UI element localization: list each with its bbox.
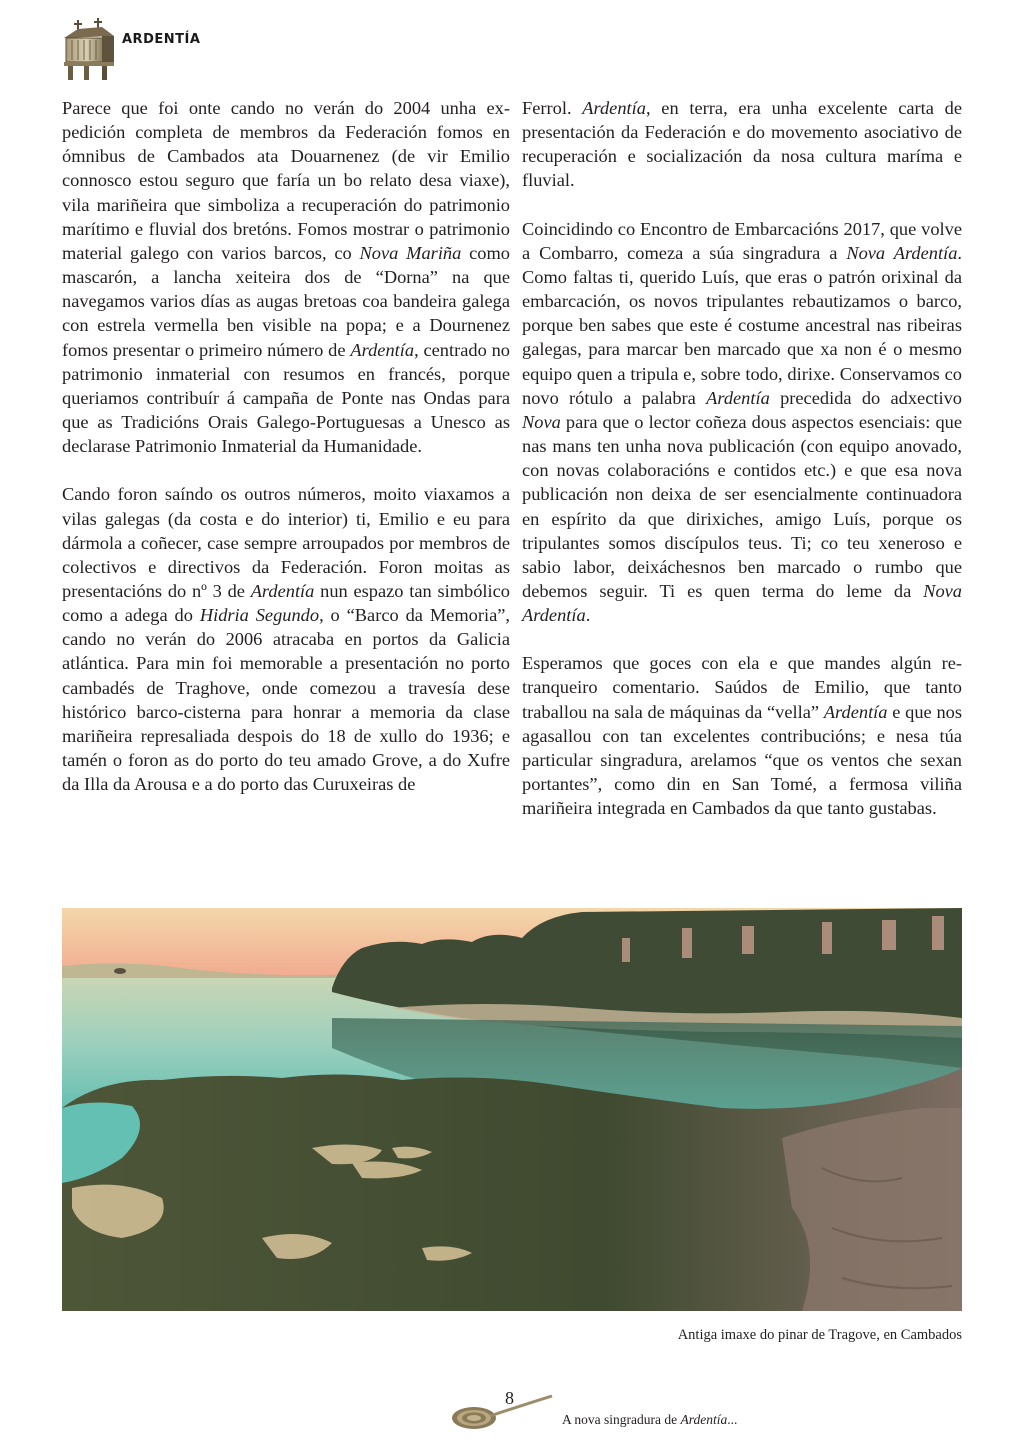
paragraph: Cando foron saíndo os outros números, moito viaxamos a vilas galegas (da costa e do interior) ti, Emilio e eu para dármola a coñecer, case sempre arroupados por membros de colectivos e directivos da Federación. Foron moitas as presentacións do nº 3 de Ardentía nun espazo tan simbólico como a adega do Hidria Segundo, o “Barco da Memoria”, cando no verán do 2006 atracaba en portos da Galicia atlántica. Para min foi memorable a presentación no porto cambadés de Traghove, onde comezou a travesía dese histórico barco-cisterna para honrar a memoria da clase mariñeira represaliada despois do 18 de xullo do 1936; e tamén o foron as do porto do teu amado Grove, a do Xufre da Illa da Arousa e a do porto das Curuxeiras de <box>62 484 510 795</box>
photo-caption: Antiga imaxe do pinar de Tragove, en Cambados <box>677 1327 962 1343</box>
paragraph: Coincidindo co Encontro de Embarcacións 2017, que volve a Combarro, comeza a súa singradura a Nova Ardentía. Como faltas ti, querido Luís, que eras o patrón orixinal da embarcación, os novos tripulantes rebautizamos o barco, porque ben sabes que este é costume ancestral nas ribeiras galegas, para marcar ben marcado que xa non é o mesmo equipo quen a tripula e, sobre todo, dirixe. Conservamos co novo rótulo a palabra Ardentía precedida do adxectivo Nova para que o lector coñeza dous aspectos esenciais: que nas mans ten unha nova publicación (con equipo anovado, con novas colaboracións e contidos etc.) e que esa nova publicación non deixa de ser esencialmente continuadora en espírito da que dirixiches, amigo Luís, porque os tripulantes somos discípulos teus. Ti; co teu xeneroso e sabio labor, deixáchesnos ben marcado o rumbo que debemos seguir. Ti es quen terma do leme da Nova Ardentía. <box>522 218 962 626</box>
paragraph: Parece que foi onte cando no verán do 2004 unha expedición completa de membros da Federación fomos en ómnibus de Cambados ata Douarnenez (de vir Emilio connosco estou seguro que faría un bo relato desa viaxe), vila mariñeira que simboliza a recuperación do patrimonio marítimo e fluvial dos bretóns. Fomos mostrar o patrimonio material galego con varios barcos, co Nova Mariña como mascarón, a lancha xeiteira dos de “Dorna” na que navegamos varios días as augas bretoas coa bandeira galega con estrela vermella ben visible na popa; e a Dournenez fomos presentar o primeiro número de Ardentía, centrado no patrimonio inmaterial con resumos en francés, porque queriamos contribuír á campaña de Ponte nas Ondas para que as Tradicións Orais Galego-Portuguesas a Unesco as declarase Patrimonio Inmaterial da Humanidade. <box>62 98 511 457</box>
horreo-icon <box>60 18 120 82</box>
paragraph: Esperamos que goces con ela e que mandes algún retranqueiro comentario. Saúdos de Emilio, que tanto traballou na sala de máquinas da “vella” Ardentía e que nos agasallou con tan excelentes contribucións; e nesa túa particular singradura, arelamos “que os ventos che sexan portantes”, como din en San Tomé, a fermosa viliña mariñeira integrada en Cambados da que tanto gustabas. <box>522 653 963 819</box>
landscape-photo <box>62 908 962 1311</box>
paragraph: Ferrol. Ardentía, en terra, era unha excelente carta de presentación da Federación e do movemento asociativo de recuperación e socialización da nosa cultura maríma e fluvial. <box>522 98 963 191</box>
article-column-left <box>62 96 510 796</box>
page-header <box>60 18 200 82</box>
magazine-title: ARDENTÍA <box>122 32 201 47</box>
running-footer: A nova singradura de Ardentía... <box>562 1412 738 1427</box>
page-number: 8 <box>505 1388 514 1408</box>
article-column-right <box>522 96 962 820</box>
rope-coil-icon <box>450 1392 555 1432</box>
